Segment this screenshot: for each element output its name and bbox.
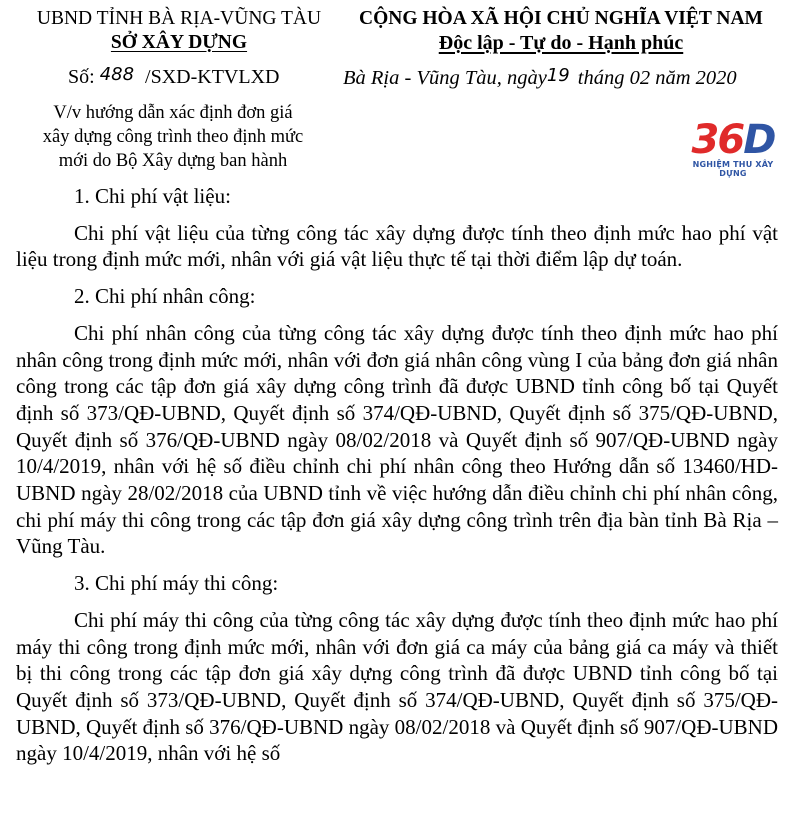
subject-line-1: V/v hướng dẫn xác định đơn giá [53,103,293,123]
date-day: 19 [546,65,570,86]
section-1-heading: 1. Chi phí vật liệu: [74,184,231,208]
issuing-authority: UBND TỈNH BÀ RỊA-VŨNG TÀU [36,8,322,29]
date-suffix: tháng 02 năm 2020 [577,67,737,89]
document-number-suffix: /SXD-KTVLXD [145,66,280,88]
document-number-label: Số: [68,66,95,88]
logo-letter-d: D [743,117,775,163]
logo-mark [682,117,784,163]
national-motto-text: Độc lập - Tự do - Hạnh phúc [438,32,684,54]
subject-line-2: xây dựng công trình theo định mức [42,127,304,147]
issuing-department-name: SỞ XÂY DỰNG [110,32,248,53]
document-number-value: 488 [99,64,135,85]
section-1-text: Chi phí vật liệu của từng công tác xây dựng được tính theo định mức hao phí vật liệu trong định mức mới, nhân với giá vật liệu thực tế tại thời điểm lập dự toán. [16,220,778,272]
logo-tagline: NGHIỆM THU XÂY DỰNG [692,160,774,178]
logo-digit-6: 6 [717,117,744,163]
subject-line-3: mới do Bộ Xây dựng ban hành [58,151,288,171]
section-3-heading: 3. Chi phí máy thi công: [74,571,279,596]
logo-360-nghiem-thu [682,117,784,178]
section-2-text: Chi phí nhân công của từng công tác xây dựng được tính theo định mức hao phí nhân công trong định mức mới, nhân với đơn giá nhân công vùng I của bảng đơn giá nhân công trong các tập đơn giá xây dựng công trình đã được UBND tỉnh công bố tại Quyết định số 373/QĐ-UBND, Quyết định số 374/QĐ-UBND, Quyết định số 375/QĐ-UBND, Quyết định số 376/QĐ-UBND ngày 08/02/2018 và Quyết định số 907/QĐ-UBND ngày 10/4/2019, nhân với hệ số điều chỉnh chi phí nhân công theo Hướng dẫn số 13460/HD-UBND ngày 28/02/2018 của UBND tỉnh về việc hướng dẫn điều chỉnh chi phí nhân công, chi phí máy thi công trong các tập đơn giá xây dựng công trình trên địa bàn tỉnh Bà Rịa – Vũng Tàu. [16,320,778,559]
document-date [343,67,737,90]
date-prefix: Bà Rịa - Vũng Tàu, ngày [343,67,547,89]
section-2-heading: 2. Chi phí nhân công: [74,284,256,309]
issuing-department [30,32,328,54]
document-body [16,183,778,767]
logo-digit-3: 3 [691,117,718,163]
section-3-text: Chi phí máy thi công của từng công tác xây dựng được tính theo định mức hao phí máy thi công trong định mức mới, nhân với đơn giá ca máy của bảng giá ca máy và thiết bị thi công trong các tập đơn giá xây dựng công trình đã được UBND tỉnh công bố tại Quyết định số 373/QĐ-UBND, Quyết định số 374/QĐ-UBND, Quyết định số 375/QĐ-UBND, Quyết định số 376/QĐ-UBND ngày 08/02/2018 và Quyết định số 907/QĐ-UBND ngày 10/4/2019, nhân với hệ số [16,607,778,766]
national-motto [345,32,777,54]
document-number [68,66,279,89]
national-title: CỘNG HÒA XÃ HỘI CHỦ NGHĨA VIỆT NAM [359,8,763,29]
